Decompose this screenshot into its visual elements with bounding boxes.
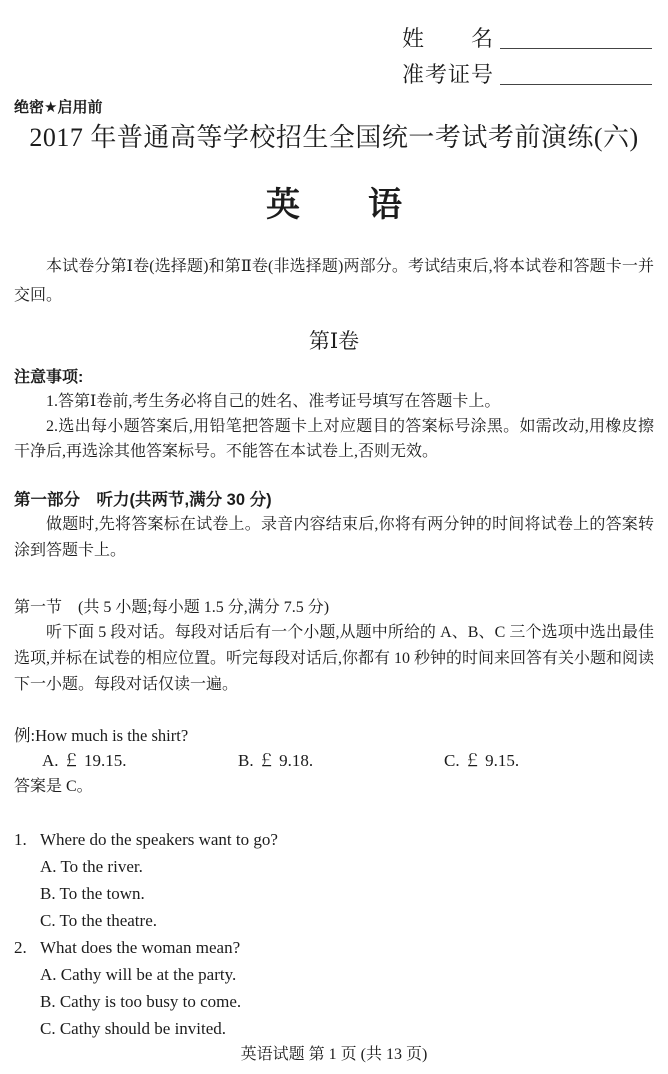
example-options-row xyxy=(42,748,654,774)
listening-part-title: 第一部分 听力(共两节,满分 30 分) xyxy=(14,491,272,509)
question-1 xyxy=(14,826,654,934)
listening-part-instructions: 做题时,先将答案标在试卷上。录音内容结束后,你将有两分钟的时间将试卷上的答案转涂到答题卡上。 xyxy=(14,516,654,559)
note-item-1: 1.答第Ⅰ卷前,考生务必将自己的姓名、准考证号填写在答题卡上。 xyxy=(46,393,501,410)
question-2-text: What does the woman mean? xyxy=(40,938,241,957)
question-1-stem xyxy=(14,826,654,853)
exam-title: 2017 年普通高等学校招生全国统一考试考前演练(六) xyxy=(29,123,639,152)
listening-section-title: 第一节 (共 5 小题;每小题 1.5 分,满分 7.5 分) xyxy=(14,599,330,616)
name-field-row xyxy=(14,18,652,52)
question-1-option-a: A. To the river. xyxy=(40,857,143,876)
name-label: 姓 名 xyxy=(401,25,494,51)
question-1-option-c: C. To the theatre. xyxy=(40,911,157,930)
example-answer: 答案是 C。 xyxy=(14,778,93,795)
question-2 xyxy=(14,934,654,1042)
note-item-2: 2.选出每小题答案后,用铅笔把答题卡上对应题目的答案标号涂黑。如需改动,用橡皮擦干净后,再选涂其他答案标号。不能答在本试卷上,否则无效。 xyxy=(14,418,654,460)
intro-paragraph: 本试卷分第Ⅰ卷(选择题)和第Ⅱ卷(非选择题)两部分。考试结束后,将本试卷和答题卡一并交回。 xyxy=(14,258,654,304)
question-2-stem xyxy=(14,934,654,961)
ticket-field-row xyxy=(14,54,652,88)
ticket-fill-line xyxy=(500,84,652,85)
example-option-a: A. ￡ 19.15. xyxy=(42,751,127,770)
ticket-label: 准考证号 xyxy=(401,61,494,87)
subject-title: 英 语 xyxy=(266,187,402,224)
name-fill-line xyxy=(500,48,652,49)
question-2-option-b: B. Cathy is too busy to come. xyxy=(40,992,242,1011)
question-1-option-b: B. To the town. xyxy=(40,884,145,903)
secrecy-notice: 绝密★启用前 xyxy=(14,99,103,116)
listening-section-instructions: 听下面 5 段对话。每段对话后有一个小题,从题中所给的 A、B、C 三个选项中选出最佳选项,并标在试卷的相应位置。听完每段对话后,你都有 10 秒钟的时间来回答有关小题和阅读下一小题。每段对话仅读一遍。 xyxy=(14,624,655,693)
question-2-option-c: C. Cathy should be invited. xyxy=(40,1019,227,1038)
part1-heading: 第Ⅰ卷 xyxy=(308,329,360,353)
page-footer: 英语试题 第 1 页 (共 13 页) xyxy=(240,1046,428,1063)
question-1-number: 1. xyxy=(14,830,27,849)
notes-title: 注意事项: xyxy=(14,369,84,386)
question-1-text: Where do the speakers want to go? xyxy=(40,830,278,849)
example-prompt: 例:How much is the shirt? xyxy=(14,726,189,745)
question-2-number: 2. xyxy=(14,938,27,957)
example-option-b: B. ￡ 9.18. xyxy=(238,751,314,770)
question-2-option-a: A. Cathy will be at the party. xyxy=(40,965,237,984)
example-option-c: C. ￡ 9.15. xyxy=(444,751,520,770)
